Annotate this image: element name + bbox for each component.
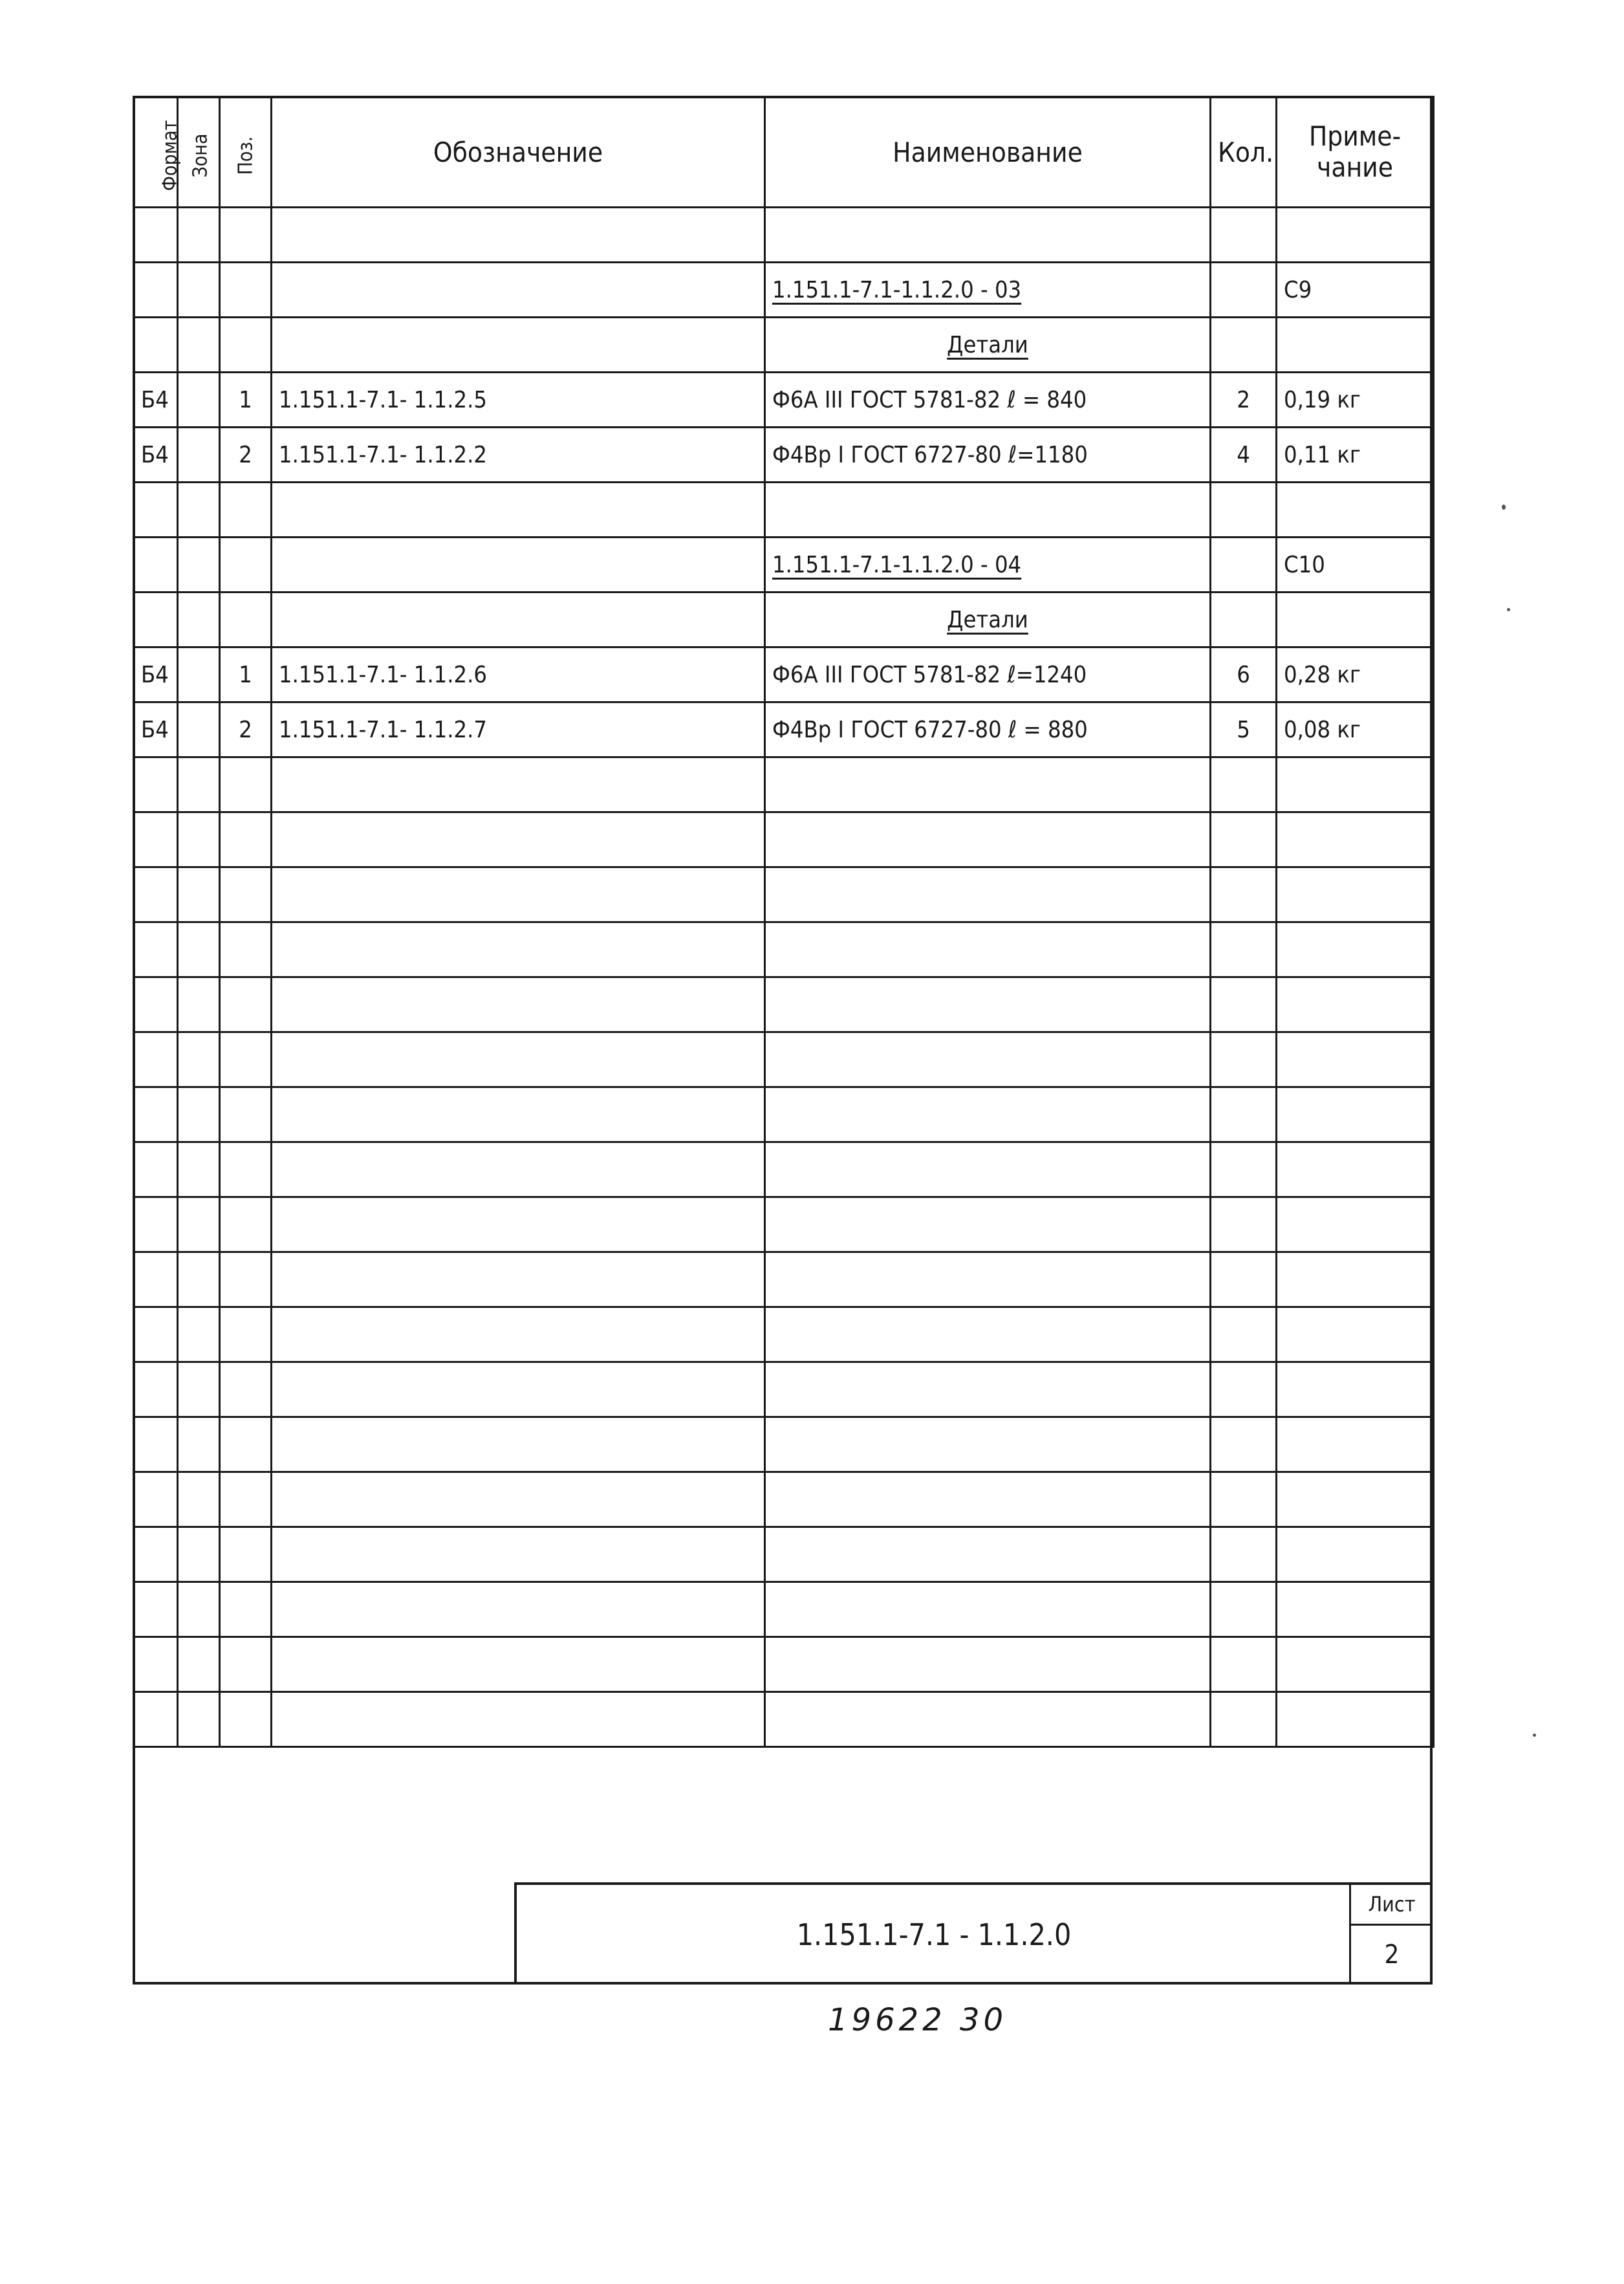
cell-qty [1211,1637,1277,1692]
cell-qty: 2 [1211,373,1277,428]
cell-name [765,812,1211,867]
cell-designation [272,483,765,538]
cell-name [765,977,1211,1032]
empty-row [134,1472,1434,1527]
cell-zone [178,867,220,922]
cell-qty [1211,1527,1277,1582]
header-pos: Поз. [220,97,272,208]
cell-note: 0,08 кг [1277,702,1434,757]
cell-pos [220,208,272,263]
cell-qty [1211,757,1277,812]
cell-designation [272,1252,765,1307]
cell-zone [178,1362,220,1417]
cell-zone [178,702,220,757]
cell-qty [1211,1087,1277,1142]
cell-designation [272,593,765,647]
specification-body [134,208,1434,1747]
cell-zone [178,208,220,263]
cell-qty: 4 [1211,428,1277,483]
cell-designation [272,318,765,373]
cell-name [765,757,1211,812]
empty-row [134,1417,1434,1472]
cell-pos [220,1142,272,1197]
header-designation: Обозначение [272,97,765,208]
cell-qty: 5 [1211,702,1277,757]
cell-designation [272,1362,765,1417]
cell-zone [178,812,220,867]
cell-pos [220,1197,272,1252]
cell-zone [178,1472,220,1527]
cell-designation [272,1472,765,1527]
table-row [134,263,1434,318]
cell-name [765,208,1211,263]
cell-designation [272,1032,765,1087]
cell-name [765,1032,1211,1087]
empty-row [134,1582,1434,1637]
cell-designation [272,1307,765,1362]
cell-name [765,1527,1211,1582]
cell-designation [272,757,765,812]
table-row [134,538,1434,593]
cell-format: Б4 [134,702,178,757]
table-row [134,593,1434,647]
cell-qty [1211,1582,1277,1637]
cell-format [134,538,178,593]
cell-note [1277,1032,1434,1087]
cell-zone [178,1527,220,1582]
cell-note [1277,1142,1434,1197]
cell-zone [178,1087,220,1142]
cell-name [765,1417,1211,1472]
cell-note [1277,922,1434,977]
cell-note: 0,28 кг [1277,647,1434,702]
cell-format [134,263,178,318]
cell-format [134,757,178,812]
cell-name [765,1692,1211,1747]
cell-pos [220,318,272,373]
cell-qty [1211,208,1277,263]
cell-format [134,1637,178,1692]
cell-zone [178,1637,220,1692]
cell-name [765,1197,1211,1252]
cell-format [134,867,178,922]
cell-pos [220,1637,272,1692]
cell-pos [220,1692,272,1747]
cell-pos: 2 [220,428,272,483]
cell-note [1277,593,1434,647]
cell-note [1277,1362,1434,1417]
cell-pos [220,1252,272,1307]
scan-speck [1533,1734,1536,1737]
cell-pos [220,1087,272,1142]
cell-note [1277,208,1434,263]
header-format: Формат [134,97,178,208]
cell-designation [272,1527,765,1582]
cell-note [1277,318,1434,373]
empty-row [134,1527,1434,1582]
cell-name [765,1472,1211,1527]
empty-row [134,1307,1434,1362]
cell-zone [178,1692,220,1747]
cell-zone [178,1252,220,1307]
cell-zone [178,757,220,812]
cell-note: С9 [1277,263,1434,318]
cell-note [1277,867,1434,922]
table-row [134,483,1434,538]
cell-zone [178,1307,220,1362]
cell-name: Детали [765,318,1211,373]
cell-name: Ф6А III ГОСТ 5781-82 ℓ = 840 [765,373,1211,428]
empty-row [134,867,1434,922]
cell-format [134,977,178,1032]
cell-note [1277,1307,1434,1362]
sheet-number: 2 [1384,1940,1400,1970]
cell-zone [178,538,220,593]
cell-zone [178,647,220,702]
cell-qty [1211,1472,1277,1527]
scan-speck [1507,608,1510,611]
cell-designation [272,812,765,867]
cell-note [1277,812,1434,867]
cell-name [765,1087,1211,1142]
cell-pos [220,1032,272,1087]
cell-zone [178,1417,220,1472]
table-row [134,373,1434,428]
cell-name: Детали [765,593,1211,647]
cell-format: Б4 [134,373,178,428]
empty-row [134,812,1434,867]
cell-format [134,1692,178,1747]
cell-qty [1211,1362,1277,1417]
cell-pos [220,867,272,922]
cell-format [134,1472,178,1527]
cell-pos [220,757,272,812]
cell-note [1277,1692,1434,1747]
cell-qty [1211,318,1277,373]
header-note: Приме- чание [1277,97,1434,208]
cell-name: Ф6А III ГОСТ 5781-82 ℓ=1240 [765,647,1211,702]
cell-qty [1211,977,1277,1032]
cell-format [134,208,178,263]
cell-name [765,1252,1211,1307]
cell-note [1277,1417,1434,1472]
empty-row [134,1637,1434,1692]
cell-designation [272,922,765,977]
cell-zone [178,922,220,977]
cell-pos [220,1362,272,1417]
cell-note [1277,1582,1434,1637]
cell-note [1277,1087,1434,1142]
cell-format [134,593,178,647]
cell-zone [178,318,220,373]
cell-designation [272,867,765,922]
cell-qty [1211,867,1277,922]
cell-qty [1211,593,1277,647]
table-row [134,318,1434,373]
cell-name [765,1142,1211,1197]
cell-note [1277,483,1434,538]
empty-row [134,1692,1434,1747]
table-row [134,702,1434,757]
header-row [134,97,1434,208]
cell-note [1277,1472,1434,1527]
cell-format: Б4 [134,428,178,483]
cell-qty [1211,1692,1277,1747]
cell-pos: 1 [220,647,272,702]
cell-pos [220,1527,272,1582]
cell-note: С10 [1277,538,1434,593]
cell-format [134,1032,178,1087]
cell-designation: 1.151.1-7.1- 1.1.2.7 [272,702,765,757]
cell-zone [178,373,220,428]
cell-designation [272,1417,765,1472]
cell-designation [272,263,765,318]
table-row [134,647,1434,702]
cell-format [134,1142,178,1197]
cell-designation: 1.151.1-7.1- 1.1.2.6 [272,647,765,702]
empty-row [134,757,1434,812]
cell-designation [272,538,765,593]
cell-zone [178,428,220,483]
cell-pos: 2 [220,702,272,757]
cell-format [134,1197,178,1252]
cell-note [1277,1637,1434,1692]
table-row [134,208,1434,263]
cell-name [765,1362,1211,1417]
empty-row [134,1197,1434,1252]
cell-pos [220,483,272,538]
cell-designation: 1.151.1-7.1- 1.1.2.2 [272,428,765,483]
cell-name: Ф4Вр I ГОСТ 6727-80 ℓ = 880 [765,702,1211,757]
cell-qty [1211,263,1277,318]
empty-row [134,1362,1434,1417]
cell-pos [220,977,272,1032]
cell-designation [272,977,765,1032]
cell-zone [178,977,220,1032]
empty-row [134,1032,1434,1087]
empty-row [134,977,1434,1032]
cell-note [1277,1527,1434,1582]
cell-note [1277,1197,1434,1252]
cell-designation [272,1197,765,1252]
cell-name: 1.151.1-7.1-1.1.2.0 - 03 [765,263,1211,318]
cell-pos [220,1417,272,1472]
cell-designation [272,1582,765,1637]
cell-designation [272,1637,765,1692]
cell-qty [1211,1307,1277,1362]
cell-pos [220,263,272,318]
cell-format [134,483,178,538]
cell-designation [272,1692,765,1747]
cell-note [1277,977,1434,1032]
cell-qty [1211,483,1277,538]
cell-zone [178,263,220,318]
cell-note: 0,11 кг [1277,428,1434,483]
cell-qty [1211,538,1277,593]
cell-qty [1211,1417,1277,1472]
empty-row [134,922,1434,977]
cell-format: Б4 [134,647,178,702]
cell-note [1277,757,1434,812]
cell-qty [1211,1142,1277,1197]
empty-row [134,1252,1434,1307]
cell-designation: 1.151.1-7.1- 1.1.2.5 [272,373,765,428]
document-code: 1.151.1-7.1 - 1.1.2.0 [796,1917,1072,1952]
cell-format [134,1527,178,1582]
cell-pos [220,538,272,593]
cell-format [134,1582,178,1637]
cell-zone [178,1032,220,1087]
empty-row [134,1142,1434,1197]
sheet-label: Лист [1351,1885,1433,1926]
cell-format [134,812,178,867]
cell-qty [1211,812,1277,867]
cell-zone [178,483,220,538]
cell-format [134,1417,178,1472]
cell-name [765,867,1211,922]
cell-qty [1211,922,1277,977]
scan-speck [1502,505,1506,510]
cell-pos [220,1582,272,1637]
header-zone: Зона [178,97,220,208]
cell-pos [220,593,272,647]
cell-format [134,922,178,977]
cell-note [1277,1252,1434,1307]
cell-qty: 6 [1211,647,1277,702]
sheet-cell [1349,1885,1433,1985]
cell-format [134,1087,178,1142]
header-qty: Кол. [1211,97,1277,208]
cell-designation [272,208,765,263]
cell-name [765,1307,1211,1362]
empty-row [134,1087,1434,1142]
cell-pos: 1 [220,373,272,428]
cell-format [134,1362,178,1417]
cell-qty [1211,1197,1277,1252]
cell-qty [1211,1032,1277,1087]
table-row [134,428,1434,483]
cell-name [765,922,1211,977]
cell-zone [178,593,220,647]
cell-pos [220,1472,272,1527]
title-block [514,1882,1433,1985]
cell-format [134,318,178,373]
cell-name: Ф4Вр I ГОСТ 6727-80 ℓ=1180 [765,428,1211,483]
cell-designation [272,1142,765,1197]
handwritten-archive-number: 19622 30 [828,2002,1008,2038]
cell-format [134,1252,178,1307]
cell-zone [178,1197,220,1252]
cell-pos [220,922,272,977]
cell-pos [220,812,272,867]
cell-format [134,1307,178,1362]
header-name: Наименование [765,97,1211,208]
cell-name [765,1637,1211,1692]
cell-zone [178,1142,220,1197]
cell-note: 0,19 кг [1277,373,1434,428]
cell-qty [1211,1252,1277,1307]
cell-name [765,483,1211,538]
cell-pos [220,1307,272,1362]
cell-designation [272,1087,765,1142]
specification-table [133,96,1435,1748]
cell-name [765,1582,1211,1637]
cell-name: 1.151.1-7.1-1.1.2.0 - 04 [765,538,1211,593]
cell-zone [178,1582,220,1637]
